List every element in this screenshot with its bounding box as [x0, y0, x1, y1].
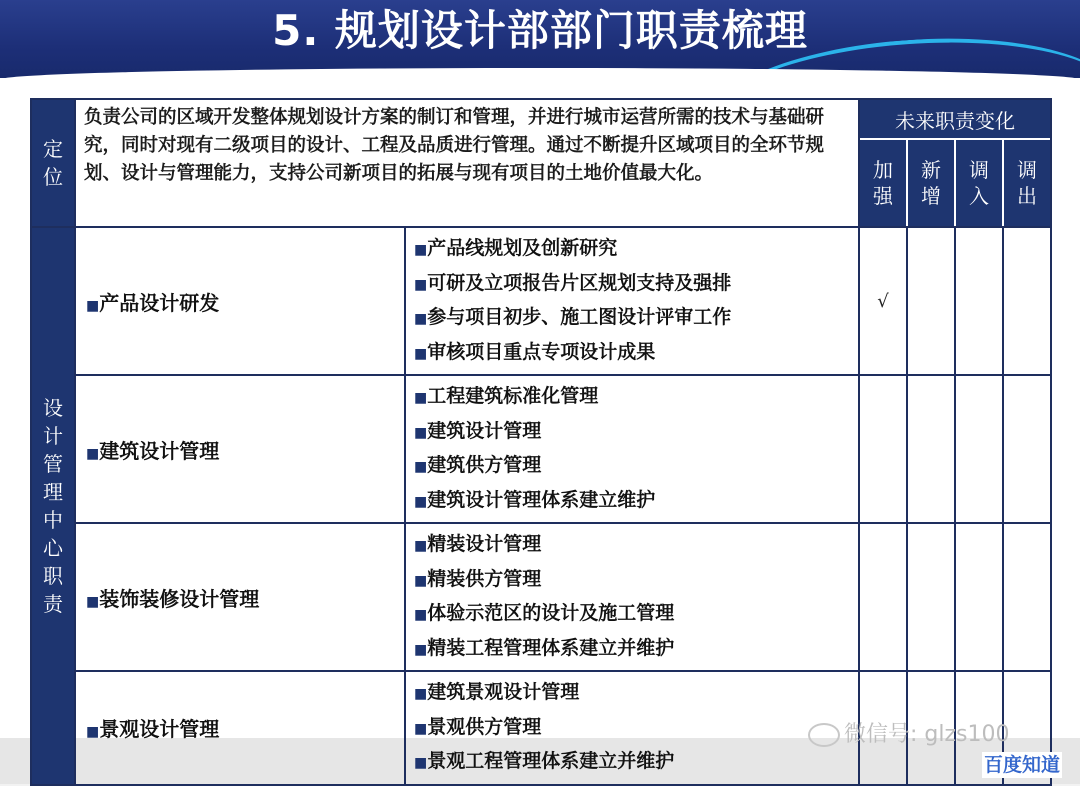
mark-cell — [955, 227, 1003, 375]
category-cell: ■产品设计研发 — [75, 227, 405, 375]
mark-cell — [859, 375, 907, 523]
list-item: ■精装供方管理 — [414, 567, 542, 590]
position-row — [31, 99, 1051, 227]
table-row — [31, 523, 1051, 671]
column-transfer-out: 调 出 — [1017, 158, 1038, 208]
list-item: ■审核项目重点专项设计成果 — [414, 340, 656, 363]
table-row — [31, 227, 1051, 375]
table-row — [31, 375, 1051, 523]
mark-cell — [1003, 375, 1051, 523]
position-label — [31, 99, 75, 227]
list-item: ■体验示范区的设计及施工管理 — [414, 602, 675, 624]
column-transfer-in: 调 入 — [956, 140, 1004, 226]
wechat-icon — [808, 723, 840, 747]
items-cell — [405, 671, 859, 785]
mark-cell — [955, 375, 1003, 523]
list-item: ■景观工程管理体系建立并维护 — [414, 750, 675, 772]
list-item: ■精装工程管理体系建立并维护 — [414, 636, 675, 659]
list-item: ■工程建筑标准化管理 — [414, 385, 599, 407]
mark-cell — [1003, 523, 1051, 671]
mark-cell — [859, 523, 907, 671]
items-cell — [405, 227, 859, 375]
position-description: 负责公司的区域开发整体规划设计方案的制订和管理，并进行城市运营所需的技术与基础研究，同时对现有二级项目的设计、工程及品质进行管理。通过不断提升区域项目的全环节规划、设计与管理能力，支持公司新项目的拓展与现有项目的土地价值最大化。 — [75, 99, 859, 227]
mark-cell — [1003, 227, 1051, 375]
center-responsibility-label: 设 计 管 理 中 心 职 责 — [31, 227, 75, 785]
column-strengthen: 加 强 — [860, 140, 908, 226]
list-item: ■建筑设计管理体系建立维护 — [414, 488, 656, 511]
future-changes-header — [859, 99, 1051, 227]
list-item: ■建筑设计管理 — [414, 419, 542, 442]
position-label-char: 定 — [43, 137, 63, 161]
check-mark: √ — [859, 227, 907, 375]
list-item: ■参与项目初步、施工图设计评审工作 — [414, 306, 732, 328]
mark-cell — [907, 227, 955, 375]
category-cell: ■景观设计管理 — [75, 671, 405, 785]
list-item: ■可研及立项报告片区规划支持及强排 — [414, 271, 732, 294]
category-cell: ■装饰装修设计管理 — [75, 523, 405, 671]
list-item: ■建筑景观设计管理 — [414, 681, 580, 703]
title-banner — [0, 0, 1080, 78]
category-cell: ■建筑设计管理 — [75, 375, 405, 523]
position-label-char: 位 — [43, 165, 63, 189]
mark-cell — [907, 523, 955, 671]
items-cell — [405, 375, 859, 523]
list-item: ■精装设计管理 — [414, 533, 542, 555]
items-cell — [405, 523, 859, 671]
baidu-zhidao-badge: 百度知道 — [984, 754, 1061, 776]
list-item: ■建筑供方管理 — [414, 454, 542, 476]
list-item: ■景观供方管理 — [414, 715, 542, 738]
responsibility-table — [30, 98, 1052, 786]
mark-cell — [907, 375, 955, 523]
page-title: 5. 规划设计部部门职责梳理 — [272, 6, 808, 55]
future-changes-title: 未来职责变化 — [860, 100, 1050, 140]
wechat-watermark: 微信号: glzs100 — [808, 717, 1009, 748]
mark-cell — [955, 523, 1003, 671]
list-item: ■产品线规划及创新研究 — [414, 237, 618, 259]
column-new: 新 增 — [908, 140, 956, 226]
